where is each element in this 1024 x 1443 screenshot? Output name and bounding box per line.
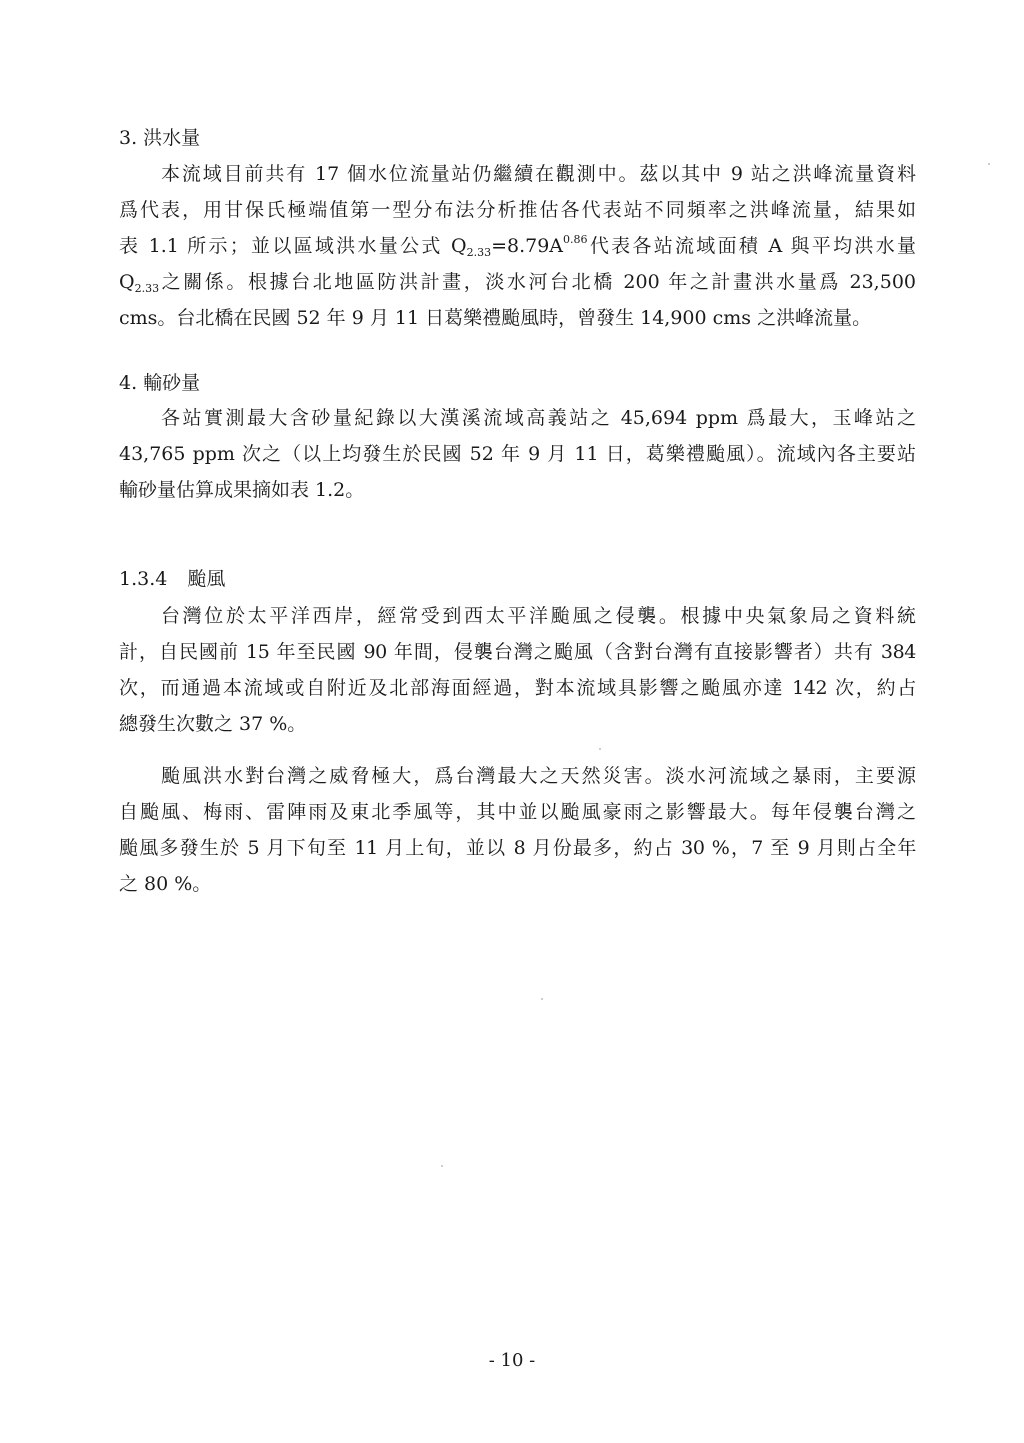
- text-line: 爲代表，用甘保氏極端值第一型分布法分析推估各代表站不同頻率之洪峰流量，結果如: [119, 199, 916, 221]
- scan-speck: [441, 1165, 443, 1167]
- text-line: cms。台北橋在民國 52 年 9 月 11 日葛樂禮颱風時，曾發生 14,900 cms 之洪峰流量。: [119, 307, 872, 329]
- formula-superscript: 0.86: [563, 233, 588, 246]
- q-line-text: 之關係。根據台北地區防洪計畫，淡水河台北橋 200 年之計畫洪水量爲 23,500: [159, 271, 916, 293]
- text-line: 颱風多發生於 5 月下旬至 11 月上旬，並以 8 月份最多，約占 30 %，7 至 9 月則占全年: [119, 837, 916, 859]
- text-line: 颱風洪水對台灣之威脅極大，爲台灣最大之天然災害。淡水河流域之暴雨，主要源: [161, 765, 916, 787]
- paragraph-typhoon-2: [119, 758, 916, 902]
- text-line: 次，而通過本流域或自附近及北部海面經過，對本流域具影響之颱風亦達 142 次，約占: [119, 677, 916, 699]
- text-line: 43,765 ppm 次之（以上均發生於民國 52 年 9 月 11 日，葛樂禮颱風）。流域內各主要站: [119, 443, 916, 465]
- scan-speck: [988, 163, 990, 165]
- text-line: 之 80 %。: [119, 873, 212, 895]
- formula-subscript: 2.33: [466, 246, 492, 259]
- text-line: 各站實測最大含砂量紀錄以大漢溪流域高義站之 45,694 ppm 爲最大，玉峰站之: [161, 407, 916, 429]
- formula-text-mid: =8.79A: [491, 235, 564, 257]
- paragraph-flood: [119, 156, 916, 336]
- section-heading-flood: 3. 洪水量: [119, 127, 201, 149]
- q-symbol: Q: [119, 271, 135, 293]
- formula-text-suffix: 代表各站流域面積 A 與平均洪水量: [587, 235, 916, 257]
- text-line: 台灣位於太平洋西岸，經常受到西太平洋颱風之侵襲。根據中央氣象局之資料統: [161, 605, 916, 627]
- scan-speck: [541, 998, 543, 1000]
- section-heading-sediment: 4. 輸砂量: [119, 372, 201, 394]
- text-line: 自颱風、梅雨、雷陣雨及東北季風等，其中並以颱風豪雨之影響最大。每年侵襲台灣之: [119, 801, 916, 823]
- text-line: 輸砂量估算成果摘如表 1.2。: [119, 479, 365, 501]
- section-title: 颱風: [187, 568, 226, 590]
- section-number: 1.3.4: [119, 568, 168, 590]
- q-subscript: 2.33: [134, 282, 160, 295]
- page-number: - 10 -: [488, 1350, 536, 1371]
- text-line-q: [119, 264, 916, 300]
- text-line: 計，自民國前 15 年至民國 90 年間，侵襲台灣之颱風（含對台灣有直接影響者）共有 384: [119, 641, 916, 663]
- text-line: 本流域目前共有 17 個水位流量站仍繼續在觀測中。茲以其中 9 站之洪峰流量資料: [161, 163, 916, 185]
- formula-text-prefix: 表 1.1 所示；並以區域洪水量公式 Q: [119, 235, 467, 257]
- text-line: 總發生次數之 37 %。: [119, 713, 307, 735]
- section-heading-typhoon: [119, 566, 225, 592]
- text-line-formula: [119, 228, 916, 264]
- scan-speck: [599, 748, 601, 750]
- paragraph-sediment: [119, 400, 916, 508]
- paragraph-typhoon-1: [119, 598, 916, 742]
